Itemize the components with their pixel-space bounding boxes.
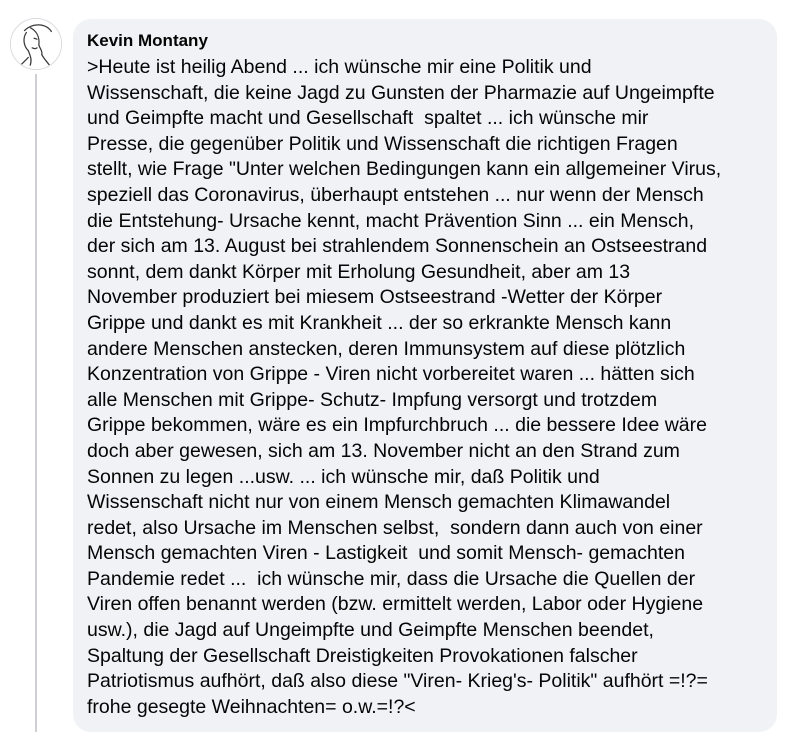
comment-line: Pandemie redet ... ich wünsche mir, dass die Ursache die Quellen der <box>87 567 696 590</box>
comment-line: andere Menschen anstecken, deren Immunsystem auf diese plötzlich <box>87 337 686 360</box>
thread-line <box>35 74 37 732</box>
comment-line: alle Menschen mit Grippe- Schutz- Impfung versorgt und trotzdem <box>87 388 658 411</box>
comment-line: usw.), die Jagd auf Ungeimpfte und Geimpfte Menschen beendet, <box>87 619 654 642</box>
comment-line: Mensch gemachten Viren - Lastigkeit und somit Mensch- gemachten <box>87 542 685 565</box>
comment-line: und Geimpfte macht und Gesellschaft spaltet ... ich wünsche mir <box>87 107 649 130</box>
comment-line: sonnt, dem dankt Körper mit Erholung Gesundheit, aber am 13 <box>87 260 631 283</box>
comment-line: frohe gesegte Weihnachten= o.w.=!?< <box>87 695 416 718</box>
comment-author[interactable]: Kevin Montany <box>87 31 208 50</box>
comment-text <box>87 55 763 720</box>
comment-line: >Heute ist heilig Abend ... ich wünsche mir eine Politik und <box>87 56 592 78</box>
comment-line: November produziert bei miesem Ostseestrand -Wetter der Körper <box>87 286 663 309</box>
comment-line: Spaltung der Gesellschaft Dreistigkeiten Provokationen falscher <box>87 644 638 667</box>
comment-line: Wissenschaft, die keine Jagd zu Gunsten der Pharmazie auf Ungeimpfte <box>87 81 715 104</box>
profile-sketch-icon <box>11 19 61 69</box>
comment-line: der sich am 13. August bei strahlendem Sonnenschein an Ostseestrand <box>87 235 708 258</box>
comment-line: Patriotismus aufhört, daß also diese "Viren- Krieg's- Politik" aufhört =!?= <box>87 670 708 693</box>
comment-line: Presse, die gegenüber Politik und Wissenschaft die richtigen Fragen <box>87 132 678 155</box>
comment-line: speziell das Coronavirus, überhaupt entstehen ... nur wenn der Mensch <box>87 183 704 206</box>
comment-line: Sonnen zu legen ...usw. ... ich wünsche mir, daß Politik und <box>87 465 600 488</box>
comment-line: doch aber gewesen, sich am 13. November nicht an den Strand zum <box>87 439 680 462</box>
comment-line: stellt, wie Frage "Unter welchen Bedingungen kann ein allgemeiner Virus, <box>87 158 722 181</box>
comment-line: Wissenschaft nicht nur von einem Mensch gemachten Klimawandel <box>87 491 671 514</box>
comment-line: die Entstehung- Ursache kennt, macht Prävention Sinn ... ein Mensch, <box>87 209 694 232</box>
comment-bubble <box>73 19 777 732</box>
comment-line: redet, also Ursache im Menschen selbst, sondern dann auch von einer <box>87 516 703 539</box>
comment-line: Grippe bekommen, wäre es ein Impfurchbruch ... die bessere Idee wäre <box>87 414 707 437</box>
comment-line: Viren offen benannt werden (bzw. ermittelt werden, Labor oder Hygiene <box>87 593 704 616</box>
comment-line: Grippe und dankt es mit Krankheit ... der so erkrankte Mensch kann <box>87 311 672 334</box>
avatar[interactable] <box>10 18 62 70</box>
comment-line: Konzentration von Grippe - Viren nicht vorbereitet waren ... hätten sich <box>87 363 695 386</box>
